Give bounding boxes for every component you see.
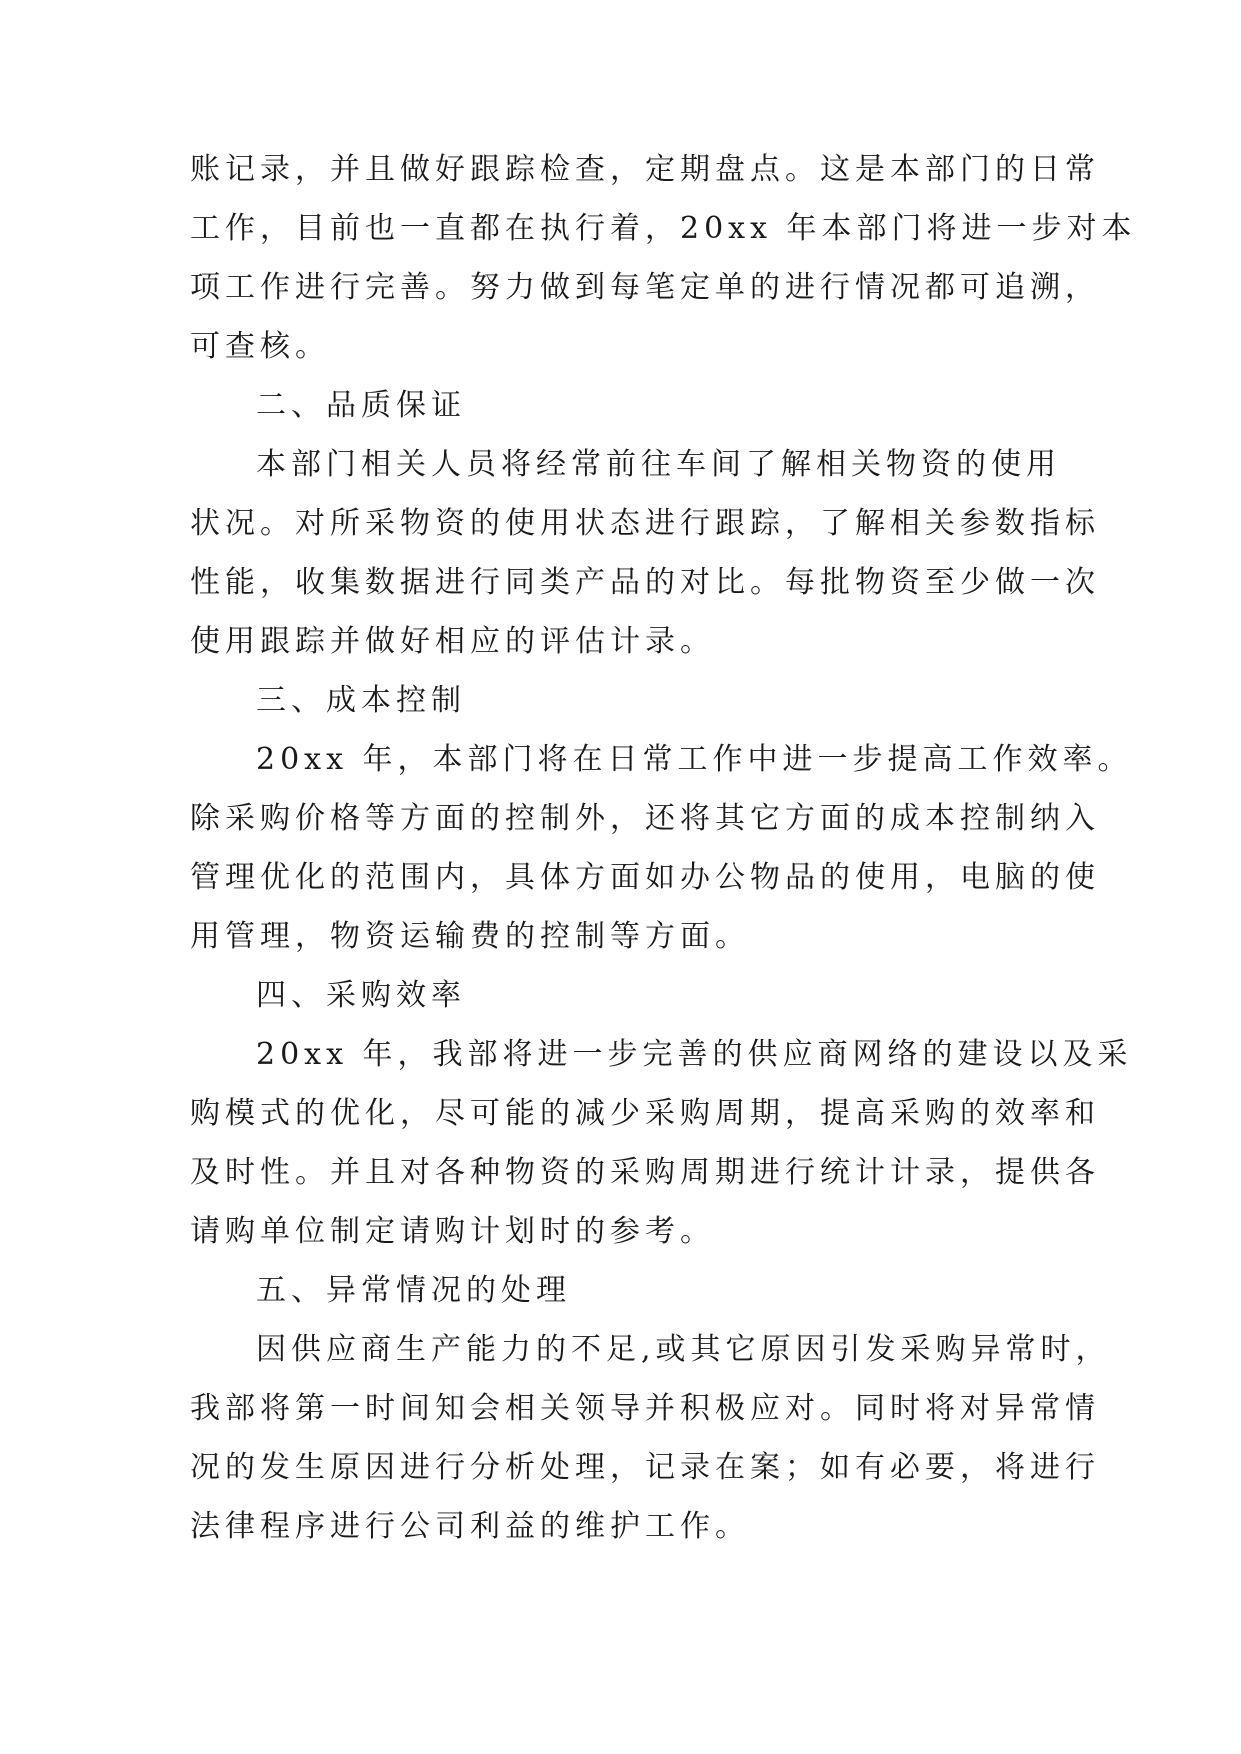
paragraph-line: 20xx 年，我部将进一步完善的供应商网络的建设以及采: [256, 1037, 1133, 1072]
paragraph-line: 管理优化的范围内，具体方面如办公物品的使用，电脑的使: [190, 860, 1100, 895]
section-heading-cost: 三、成本控制: [256, 683, 466, 718]
paragraph-line: 本部门相关人员将经常前往车间了解相关物资的使用: [256, 447, 1061, 482]
paragraph-line: 性能，收集数据进行同类产品的对比。每批物资至少做一次: [190, 565, 1100, 600]
section-heading-exceptions: 五、异常情况的处理: [256, 1273, 571, 1308]
paragraph-line: 状况。对所采物资的使用状态进行跟踪，了解相关参数指标: [190, 506, 1100, 541]
paragraph-line: 账记录，并且做好跟踪检查，定期盘点。这是本部门的日常: [190, 152, 1100, 187]
paragraph-line: 用管理，物资运输费的控制等方面。: [190, 919, 750, 954]
paragraph-line: 除采购价格等方面的控制外，还将其它方面的成本控制纳入: [190, 801, 1100, 836]
paragraph-line: 工作，目前也一直都在执行着，20xx 年本部门将进一步对本: [190, 211, 1137, 246]
paragraph-line: 项工作进行完善。努力做到每笔定单的进行情况都可追溯，: [190, 270, 1100, 305]
document-body: [190, 140, 1137, 1556]
paragraph-line: 可查核。: [190, 329, 330, 364]
paragraph-line: 及时性。并且对各种物资的采购周期进行统计计录，提供各: [190, 1155, 1100, 1190]
paragraph-line: 20xx 年，本部门将在日常工作中进一步提高工作效率。: [256, 742, 1133, 777]
paragraph-line: 况的发生原因进行分析处理，记录在案；如有必要，将进行: [190, 1450, 1100, 1485]
paragraph-line: 购模式的优化，尽可能的减少采购周期，提高采购的效率和: [190, 1096, 1100, 1131]
paragraph-line: 因供应商生产能力的不足,或其它原因引发采购异常时，: [256, 1332, 1111, 1367]
section-heading-quality: 二、品质保证: [256, 388, 466, 423]
paragraph-line: 我部将第一时间知会相关领导并积极应对。同时将对异常情: [190, 1391, 1100, 1426]
paragraph-line: 使用跟踪并做好相应的评估计录。: [190, 624, 715, 659]
section-heading-efficiency: 四、采购效率: [256, 978, 466, 1013]
paragraph-line: 法律程序进行公司利益的维护工作。: [190, 1509, 750, 1544]
paragraph-line: 请购单位制定请购计划时的参考。: [190, 1214, 715, 1249]
